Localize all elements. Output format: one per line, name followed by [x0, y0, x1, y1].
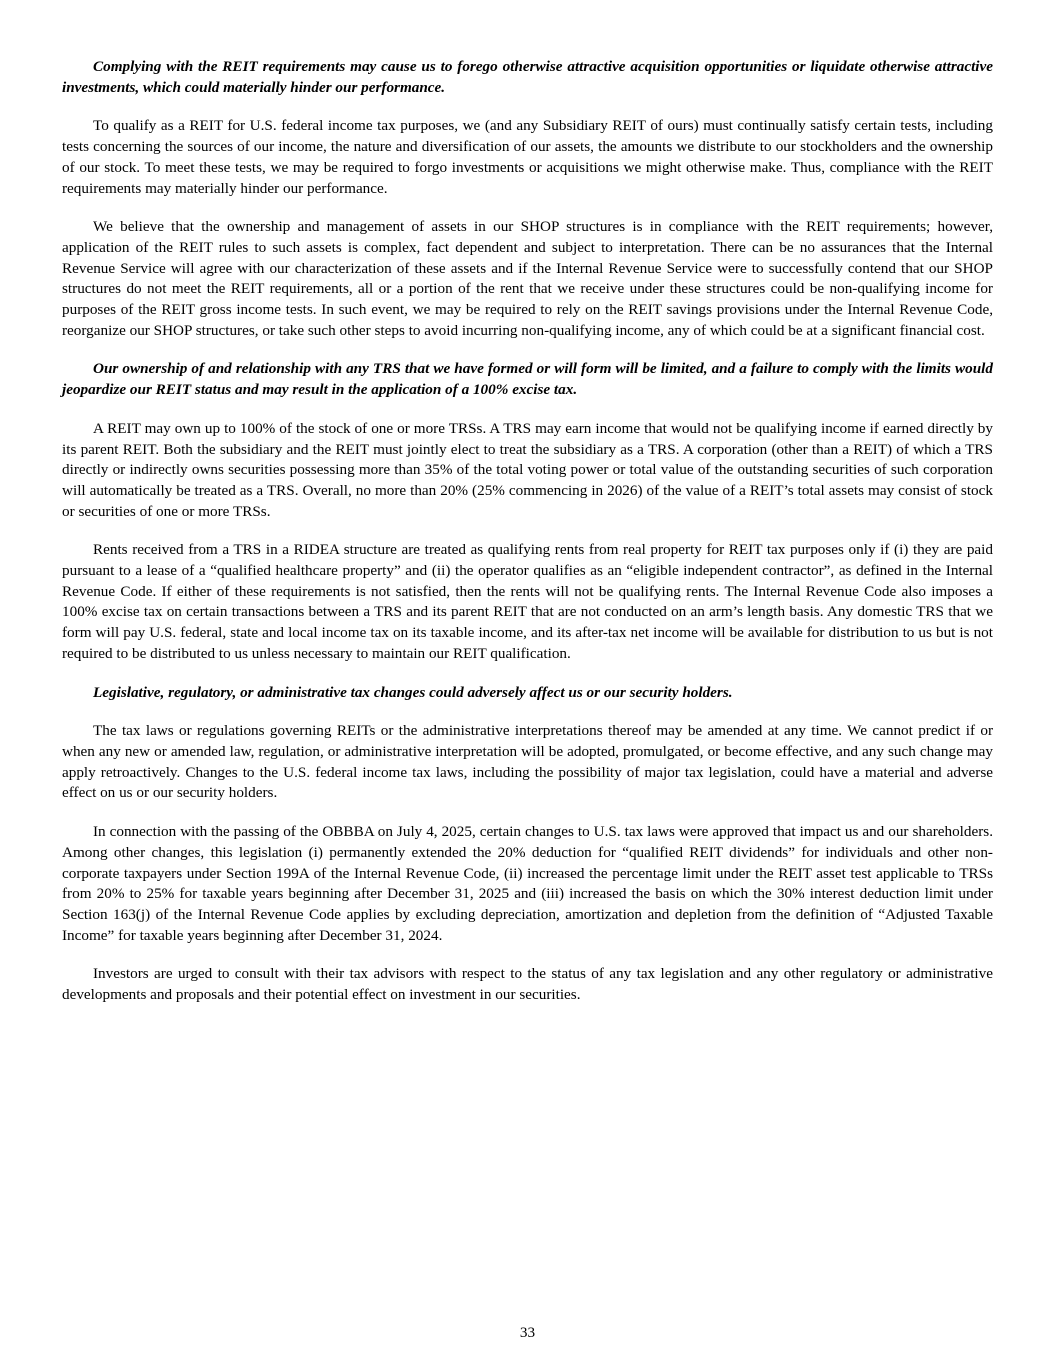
- paragraph-obbba: In connection with the passing of the OBBBA on July 4, 2025, certain changes to U.S. tax laws were approved that impact us and our shareholders. Among other changes, this legislation (i) permanently extended the 20% deduction for “qualified REIT dividends” for individuals and other non-corporate taxpayers under Section 199A of the Internal Revenue Code, (ii) increased the percentage limit under the REIT asset test applicable to TRSs from 20% to 25% for taxable years beginning after December 31, 2025 and (iii) increased the basis on which the 30% interest deduction limit under Section 163(j) of the Internal Revenue Code applies by excluding depreciation, amortization and depletion from the definition of “Adjusted Taxable Income” for taxable years beginning after December 31, 2024.: [62, 823, 993, 944]
- paragraph-tax-laws: The tax laws or regulations governing REITs or the administrative interpretations thereof may be amended at any time. We cannot predict if or when any new or amended law, regulation, or administrative interpretation will be adopted, promulgated, or become effective, and any such change may apply retroactively. Changes to the U.S. federal income tax laws, including the possibility of major tax legislation, could have a material and adverse effect on us or our security holders.: [62, 722, 993, 802]
- paragraph-qualify-as-reit: To qualify as a REIT for U.S. federal income tax purposes, we (and any Subsidiary REIT of ours) must continually satisfy certain tests, including tests concerning the sources of our income, the nature and diversification of our assets, the amounts we distribute to our stockholders and the ownership of our stock. To meet these tests, we may be required to forgo investments or acquisitions we might otherwise make. Thus, compliance with the REIT requirements may materially hinder our performance.: [62, 117, 993, 197]
- section-heading-reit-requirements: Complying with the REIT requirements may cause us to forego otherwise attractive acquisition opportunities or liquidate otherwise attractive investments, which could materially hinder our performance.: [62, 58, 993, 96]
- page-number: 33: [519, 1324, 536, 1341]
- paragraph-trs-ownership: A REIT may own up to 100% of the stock of one or more TRSs. A TRS may earn income that would not be qualifying income if earned directly by its parent REIT. Both the subsidiary and the REIT must jointly elect to treat the subsidiary as a TRS. A corporation (other than a REIT) of which a TRS directly or indirectly owns securities possessing more than 35% of the total voting power or total value of the outstanding securities of such corporation will automatically be treated as a TRS. Overall, no more than 20% (25% commencing in 2026) of the value of a REIT’s total assets may consist of stock or securities of one or more TRSs.: [62, 419, 993, 520]
- section-heading-trs-limits: Our ownership of and relationship with any TRS that we have formed or will form will be limited, and a failure to comply with the limits would jeopardize our REIT status and may result in the application of a 100% excise tax.: [62, 360, 993, 399]
- paragraph-investors-urged: Investors are urged to consult with their tax advisors with respect to the status of any tax legislation and any other regulatory or administrative developments and proposals and their potential effect on investment in our securities.: [62, 965, 993, 1004]
- paragraph-ridea-rents: Rents received from a TRS in a RIDEA structure are treated as qualifying rents from real property for REIT tax purposes only if (i) they are paid pursuant to a lease of a “qualified healthcare property” and (ii) the operator qualifies as an “eligible independent contractor”, as defined in the Internal Revenue Code. If either of these requirements is not satisfied, then the rents will not be qualifying rents. The Internal Revenue Code also imposes a 100% excise tax on certain transactions between a TRS and its parent REIT that are not conducted on an arm’s length basis. Any domestic TRS that we form will pay U.S. federal, state and local income tax on its taxable income, and its after-tax net income will be available for distribution to us but is not required to be distributed to us unless necessary to maintain our REIT qualification.: [62, 541, 993, 662]
- section-heading-tax-changes: Legislative, regulatory, or administrative tax changes could adversely affect us or our security holders.: [93, 683, 733, 701]
- paragraph-shop-structures: We believe that the ownership and management of assets in our SHOP structures is in compliance with the REIT requirements; however, application of the REIT rules to such assets is complex, fact dependent and subject to interpretation. There can be no assurances that the Internal Revenue Service will agree with our characterization of these assets and if the Internal Revenue Service were to successfully contend that our SHOP structures do not meet the REIT requirements, all or a portion of the rent that we receive under these structures could be non-qualifying income for purposes of the REIT gross income tests. In such event, we may be required to rely on the REIT savings provisions under the Internal Revenue Code, reorganize our SHOP structures, or take such other steps to avoid incurring non-qualifying income, any of which could be at a significant financial cost.: [62, 218, 993, 339]
- document-body: [62, 57, 993, 1024]
